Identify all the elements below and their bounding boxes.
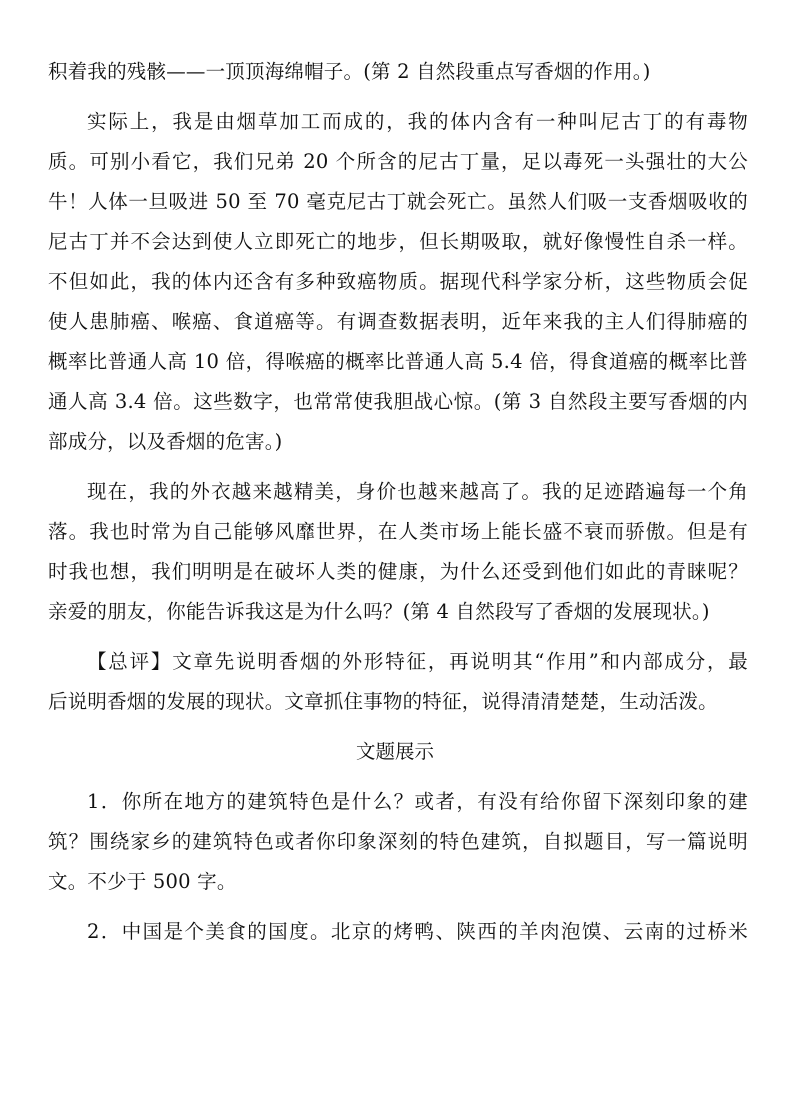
paragraph-3-line: 不但如此，我的体内还含有多种致癌物质。据现代科学家分析，这些物质会促 (48, 270, 748, 293)
paragraph-3-line: 牛！人体一旦吸进 50 至 70 毫克尼古丁就会死亡。虽然人们吸一支香烟吸收的 (48, 190, 748, 213)
prompt-1-line: 1．你所在地方的建筑特色是什么？或者，有没有给你留下深刻印象的建 (87, 790, 748, 813)
section-heading: 文题展示 (355, 740, 434, 763)
prompt-2-line: 2．中国是个美食的国度。北京的烤鸭、陕西的羊肉泡馍、云南的过桥米 (87, 920, 748, 943)
summary-line: 【总评】文章先说明香烟的外形特征，再说明其“作用”和内部成分，最 (87, 650, 748, 673)
prompt-1-line: 筑？围绕家乡的建筑特色或者你印象深刻的特色建筑，自拟题目，写一篇说明 (48, 830, 748, 853)
paragraph-2-end-line: 积着我的残骸——一顶顶海绵帽子。(第 2 自然段重点写香烟的作用。) (48, 60, 651, 83)
paragraph-4-line: 现在，我的外衣越来越精美，身价也越来越高了。我的足迹踏遍每一个角 (87, 480, 748, 503)
paragraph-3-line: 尼古丁并不会达到使人立即死亡的地步，但长期吸取，就好像慢性自杀一样。 (48, 230, 748, 253)
paragraph-3-line: 部成分，以及香烟的危害。) (48, 430, 283, 453)
paragraph-3-line: 使人患肺癌、喉癌、食道癌等。有调查数据表明，近年来我的主人们得肺癌的 (48, 310, 748, 333)
paragraph-3-line: 质。可别小看它，我们兄弟 20 个所含的尼古丁量，足以毒死一头强壮的大公 (48, 150, 748, 173)
paragraph-4-line: 落。我也时常为自己能够风靡世界，在人类市场上能长盛不衰而骄傲。但是有 (48, 520, 748, 543)
prompt-1-line: 文。不少于 500 字。 (48, 870, 237, 893)
paragraph-3-line: 概率比普通人高 10 倍，得喉癌的概率比普通人高 5.4 倍，得食道癌的概率比普 (48, 350, 748, 373)
paragraph-4-line: 亲爱的朋友，你能告诉我这是为什么吗？(第 4 自然段写了香烟的发展现状。) (48, 600, 710, 623)
paragraph-3-line: 实际上，我是由烟草加工而成的，我的体内含有一种叫尼古丁的有毒物 (87, 110, 748, 133)
paragraph-4-line: 时我也想，我们明明是在破坏人类的健康，为什么还受到他们如此的青睐呢？ (48, 560, 748, 583)
summary-line: 后说明香烟的发展的现状。文章抓住事物的特征，说得清清楚楚，生动活泼。 (48, 690, 718, 713)
paragraph-3-line: 通人高 3.4 倍。这些数字，也常常使我胆战心惊。(第 3 自然段主要写香烟的内 (48, 390, 748, 413)
